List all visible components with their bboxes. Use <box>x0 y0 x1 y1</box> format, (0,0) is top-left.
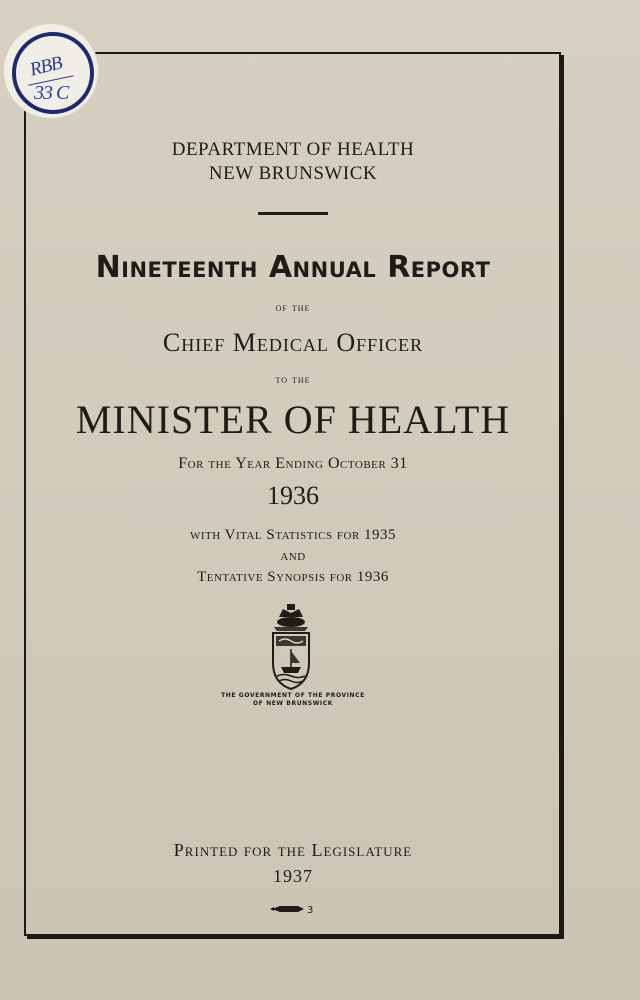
department-line-2: NEW BRUNSWICK <box>208 163 378 184</box>
officer-title: Chief Medical Officer <box>162 328 424 357</box>
coat-of-arms-icon <box>265 603 317 691</box>
crest-caption-line-1: THE GOVERNMENT OF THE PROVINCE <box>221 692 365 699</box>
statistics-note <box>0 525 586 588</box>
stats-line-3: Tentative Synopsis for 1936 <box>197 569 389 585</box>
report-year: 1936 <box>267 481 319 510</box>
report-title: Nineteenth Annual Report <box>95 250 491 285</box>
crest-caption <box>0 692 586 708</box>
stats-line-2: and <box>280 548 306 564</box>
printed-for-line: Printed for the Legislature <box>173 840 413 860</box>
printed-year: 1937 <box>273 866 313 886</box>
union-label-number: 3 <box>307 905 314 915</box>
of-the-text: of the <box>275 300 311 314</box>
minister-title: MINISTER OF HEALTH <box>75 397 511 442</box>
crest-caption-line-2: OF NEW BRUNSWICK <box>252 700 334 707</box>
year-ending-line: For the Year Ending October 31 <box>178 455 408 472</box>
department-line-1: DEPARTMENT OF HEALTH <box>171 139 415 160</box>
stamp-line-2: 33 C <box>34 82 69 104</box>
stats-line-1: with Vital Statistics for 1935 <box>189 527 397 543</box>
library-stamp <box>4 24 98 118</box>
union-label-icon <box>270 903 316 915</box>
title-rule <box>258 212 328 215</box>
stamp-line-1: RBB <box>27 52 64 81</box>
to-the-text: to the <box>275 372 311 386</box>
department-heading <box>0 138 586 186</box>
